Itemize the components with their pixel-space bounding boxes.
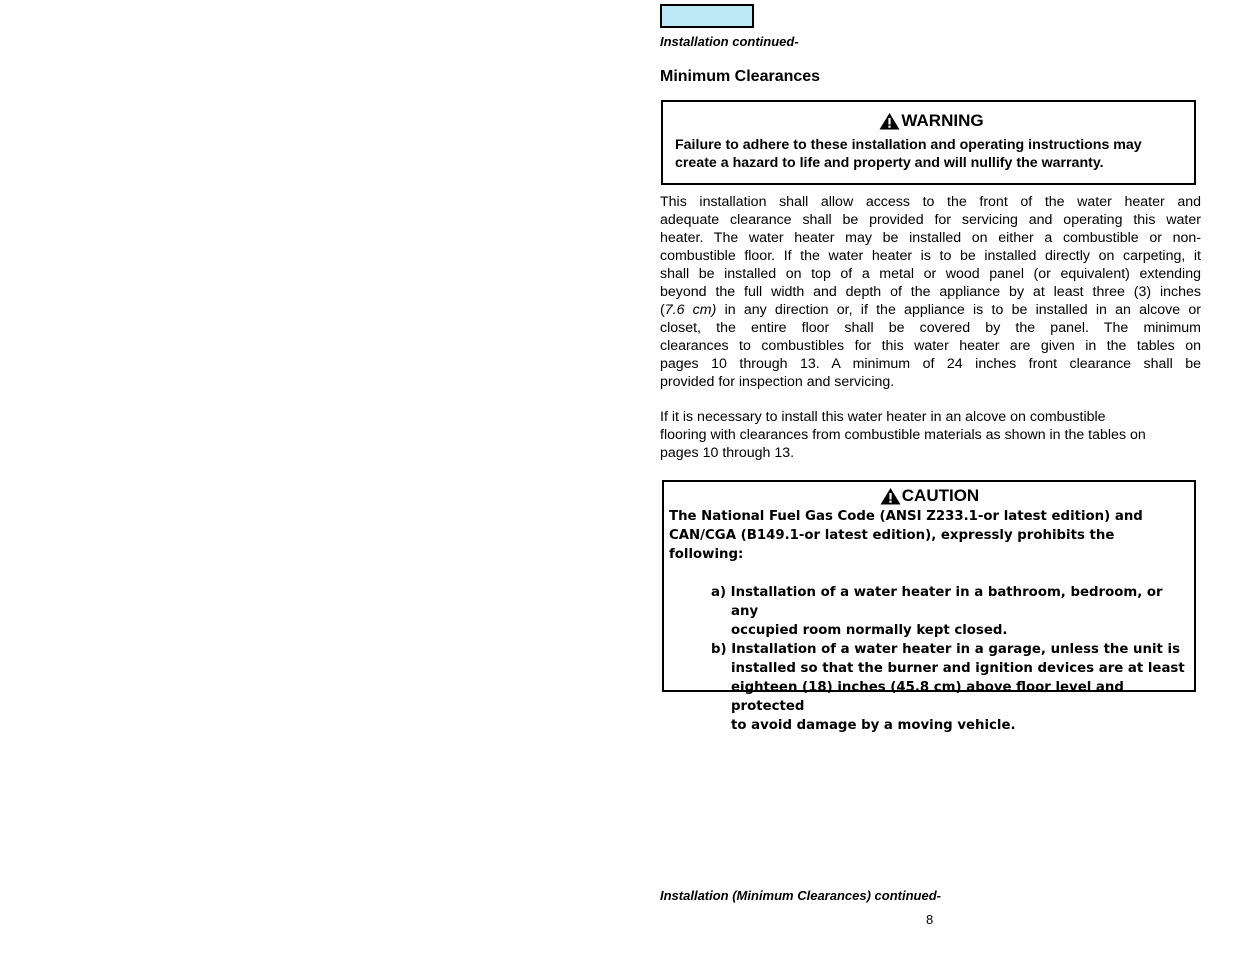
paragraph-line: If it is necessary to install this water heater in an alcove on combustible	[660, 409, 1106, 425]
warning-line: Failure to adhere to these installation and operating instructions may	[675, 137, 1142, 153]
caution-item-line: eighteen (18) inches (45.8 cm) above floor level and protected	[731, 680, 1124, 714]
header-continued: Installation continued-	[660, 34, 799, 49]
warning-triangle-icon	[880, 487, 901, 505]
paragraph-line-text: in any direction or, if the appliance is to be installed in an alcove or	[724, 302, 1201, 318]
warning-text	[675, 136, 1188, 172]
paragraph-line: provided for inspection and servicing.	[660, 374, 895, 390]
paragraph-line: closet, the entire floor shall be covered by the panel. The minimum	[660, 320, 1201, 336]
paragraph-line: clearances to combustibles for this water heater are given in the tables on	[660, 338, 1201, 354]
caution-intro-line: CAN/CGA (B149.1-or latest edition), expressly prohibits the following:	[669, 528, 1115, 562]
caution-item-line: b) Installation of a water heater in a garage, unless the unit is	[711, 642, 1180, 657]
caution-item-line: a) Installation of a water heater in a bathroom, bedroom, or any	[711, 585, 1163, 619]
footer-continued: Installation (Minimum Clearances) continued-	[660, 888, 941, 903]
page-number: 8	[926, 912, 934, 927]
caution-item-line: occupied room normally kept closed.	[731, 623, 1008, 638]
paragraph-line: pages 10 through 13.	[660, 445, 795, 461]
warning-line: create a hazard to life and property and will nullify the warranty.	[675, 155, 1104, 171]
alcove-paragraph	[660, 408, 1201, 462]
caution-heading	[669, 485, 1190, 507]
warning-box	[661, 100, 1196, 185]
paragraph-line: pages 10 through 13. A minimum of 24 inches front clearance shall be	[660, 356, 1201, 372]
paragraph-line: shall be installed on top of a metal or wood panel (or equivalent) extending	[660, 266, 1201, 282]
warning-triangle-icon	[879, 112, 900, 130]
caution-intro	[669, 507, 1190, 564]
paragraph-line: beyond the full width and depth of the appliance by at least three (3) inches	[660, 284, 1201, 300]
clearance-paragraph	[660, 193, 1201, 391]
paragraph-line: adequate clearance shall be provided for servicing and operating this water	[660, 212, 1201, 228]
caution-item-line: to avoid damage by a moving vehicle.	[731, 718, 1016, 733]
caution-heading-text: CAUTION	[901, 486, 980, 505]
caution-item-line: installed so that the burner and ignition devices are at least	[731, 661, 1185, 676]
paragraph-line: flooring with clearances from combustible materials as shown in the tables on	[660, 427, 1146, 443]
warning-heading-text: WARNING	[901, 111, 984, 130]
caution-intro-line: The National Fuel Gas Code (ANSI Z233.1-or latest edition) and	[669, 509, 1143, 524]
paragraph-line: This installation shall allow access to the front of the water heater and	[660, 194, 1201, 210]
section-tab-marker	[660, 4, 754, 28]
caution-item	[669, 583, 1190, 640]
caution-item	[669, 640, 1190, 735]
caution-list	[669, 583, 1190, 735]
warning-heading	[675, 110, 1188, 132]
caution-box	[662, 480, 1196, 733]
metric-note: 7.6 cm)	[664, 302, 717, 318]
section-title: Minimum Clearances	[660, 68, 821, 85]
paragraph-line: combustible floor. If the water heater is to be installed directly on carpeting, it	[660, 248, 1201, 264]
paragraph-line: heater. The water heater may be installed on either a combustible or non-	[660, 230, 1201, 246]
paragraph-line: (7.6 cm) in any direction or, if the appliance is to be installed in an alcove or	[660, 302, 1201, 318]
